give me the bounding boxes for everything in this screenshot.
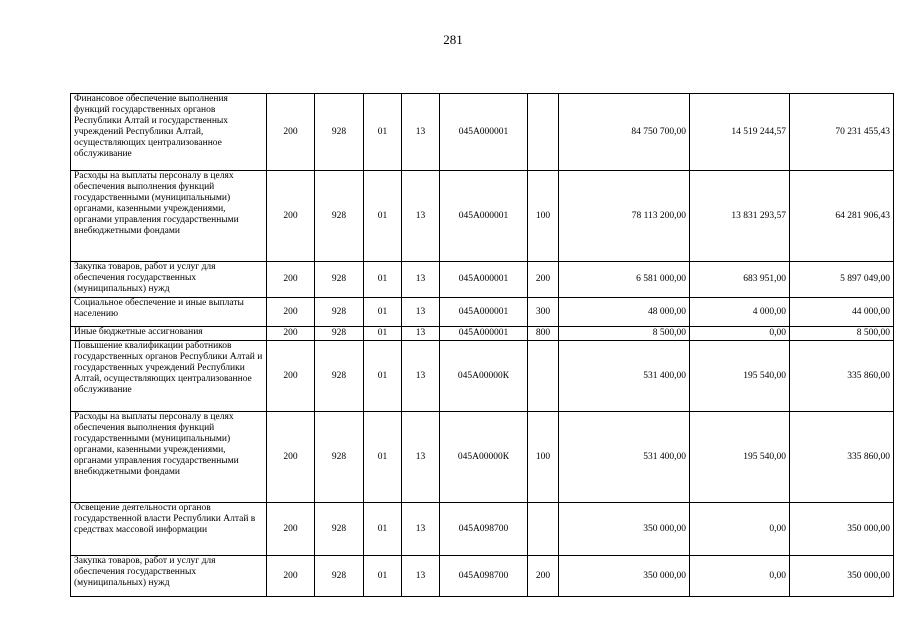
code-col4: 13 <box>402 341 440 412</box>
amount-col3: 44 000,00 <box>790 298 894 327</box>
code-col4: 13 <box>402 171 440 262</box>
amount-col1: 8 500,00 <box>559 327 690 341</box>
code-col5: 045А000001 <box>440 298 528 327</box>
code-col6: 200 <box>528 556 559 597</box>
table-body <box>71 94 894 597</box>
code-col1: 200 <box>267 262 315 298</box>
row-name: Финансовое обеспечение выполнения функций государственных органов Республики Алтай и государственных учреждений Республики Алтай, осуществляющих централизованное обслуживание <box>71 94 267 171</box>
amount-col2: 195 540,00 <box>690 341 790 412</box>
amount-col2: 4 000,00 <box>690 298 790 327</box>
code-col4: 13 <box>402 327 440 341</box>
code-col6: 800 <box>528 327 559 341</box>
code-col3: 01 <box>364 327 402 341</box>
code-col1: 200 <box>267 298 315 327</box>
code-col2: 928 <box>315 503 364 556</box>
table-row <box>71 327 894 341</box>
code-col3: 01 <box>364 262 402 298</box>
code-col5: 045А098700 <box>440 556 528 597</box>
code-col4: 13 <box>402 94 440 171</box>
code-col2: 928 <box>315 327 364 341</box>
code-col3: 01 <box>364 412 402 503</box>
amount-col3: 8 500,00 <box>790 327 894 341</box>
amount-col2: 14 519 244,57 <box>690 94 790 171</box>
code-col2: 928 <box>315 556 364 597</box>
code-col1: 200 <box>267 412 315 503</box>
row-name: Расходы на выплаты персоналу в целях обеспечения выполнения функций государственными (муниципальными) органами, казенными учреждениями, органами управления государственными внебюджетными фондами <box>71 412 267 503</box>
row-name: Закупка товаров, работ и услуг для обеспечения государственных (муниципальных) нужд <box>71 556 267 597</box>
amount-col3: 5 897 049,00 <box>790 262 894 298</box>
amount-col1: 84 750 700,00 <box>559 94 690 171</box>
code-col5: 045А000001 <box>440 262 528 298</box>
amount-col2: 195 540,00 <box>690 412 790 503</box>
budget-table <box>70 93 894 597</box>
code-col6: 200 <box>528 262 559 298</box>
code-col1: 200 <box>267 341 315 412</box>
code-col4: 13 <box>402 556 440 597</box>
code-col3: 01 <box>364 556 402 597</box>
table-row <box>71 262 894 298</box>
code-col6 <box>528 341 559 412</box>
row-name: Социальное обеспечение и иные выплаты населению <box>71 298 267 327</box>
code-col4: 13 <box>402 298 440 327</box>
amount-col3: 335 860,00 <box>790 341 894 412</box>
amount-col3: 350 000,00 <box>790 556 894 597</box>
row-name: Освещение деятельности органов государственной власти Республики Алтай в средствах массовой информации <box>71 503 267 556</box>
amount-col1: 350 000,00 <box>559 503 690 556</box>
amount-col1: 48 000,00 <box>559 298 690 327</box>
amount-col2: 683 951,00 <box>690 262 790 298</box>
code-col2: 928 <box>315 94 364 171</box>
amount-col1: 6 581 000,00 <box>559 262 690 298</box>
code-col5: 045А098700 <box>440 503 528 556</box>
code-col6: 300 <box>528 298 559 327</box>
amount-col1: 531 400,00 <box>559 341 690 412</box>
code-col3: 01 <box>364 94 402 171</box>
code-col6 <box>528 503 559 556</box>
code-col5: 045А00000К <box>440 412 528 503</box>
table-row <box>71 171 894 262</box>
amount-col3: 64 281 906,43 <box>790 171 894 262</box>
code-col3: 01 <box>364 503 402 556</box>
code-col3: 01 <box>364 341 402 412</box>
table-row <box>71 412 894 503</box>
code-col2: 928 <box>315 298 364 327</box>
amount-col2: 0,00 <box>690 503 790 556</box>
code-col1: 200 <box>267 556 315 597</box>
table-row <box>71 503 894 556</box>
code-col2: 928 <box>315 262 364 298</box>
code-col3: 01 <box>364 298 402 327</box>
amount-col3: 335 860,00 <box>790 412 894 503</box>
code-col3: 01 <box>364 171 402 262</box>
code-col1: 200 <box>267 503 315 556</box>
amount-col3: 350 000,00 <box>790 503 894 556</box>
code-col5: 045А00000К <box>440 341 528 412</box>
code-col5: 045А000001 <box>440 94 528 171</box>
amount-col2: 13 831 293,57 <box>690 171 790 262</box>
page-number: 281 <box>443 32 463 47</box>
amount-col1: 78 113 200,00 <box>559 171 690 262</box>
code-col4: 13 <box>402 262 440 298</box>
row-name: Иные бюджетные ассигнования <box>71 327 267 341</box>
row-name: Закупка товаров, работ и услуг для обеспечения государственных (муниципальных) нужд <box>71 262 267 298</box>
code-col2: 928 <box>315 341 364 412</box>
table-row <box>71 341 894 412</box>
amount-col1: 531 400,00 <box>559 412 690 503</box>
code-col5: 045А000001 <box>440 327 528 341</box>
code-col2: 928 <box>315 412 364 503</box>
code-col6: 100 <box>528 412 559 503</box>
row-name: Расходы на выплаты персоналу в целях обеспечения выполнения функций государственными (муниципальными) органами, казенными учреждениями, органами управления государственными внебюджетными фондами <box>71 171 267 262</box>
table-row <box>71 94 894 171</box>
code-col1: 200 <box>267 171 315 262</box>
amount-col2: 0,00 <box>690 556 790 597</box>
code-col6: 100 <box>528 171 559 262</box>
code-col2: 928 <box>315 171 364 262</box>
amount-col1: 350 000,00 <box>559 556 690 597</box>
amount-col2: 0,00 <box>690 327 790 341</box>
amount-col3: 70 231 455,43 <box>790 94 894 171</box>
row-name: Повышение квалификации работников государственных органов Республики Алтай и государственных учреждений Республики Алтай, осуществляющих централизованное обслуживание <box>71 341 267 412</box>
table-row <box>71 298 894 327</box>
code-col5: 045А000001 <box>440 171 528 262</box>
code-col4: 13 <box>402 503 440 556</box>
code-col6 <box>528 94 559 171</box>
code-col4: 13 <box>402 412 440 503</box>
code-col1: 200 <box>267 94 315 171</box>
code-col1: 200 <box>267 327 315 341</box>
table-row <box>71 556 894 597</box>
